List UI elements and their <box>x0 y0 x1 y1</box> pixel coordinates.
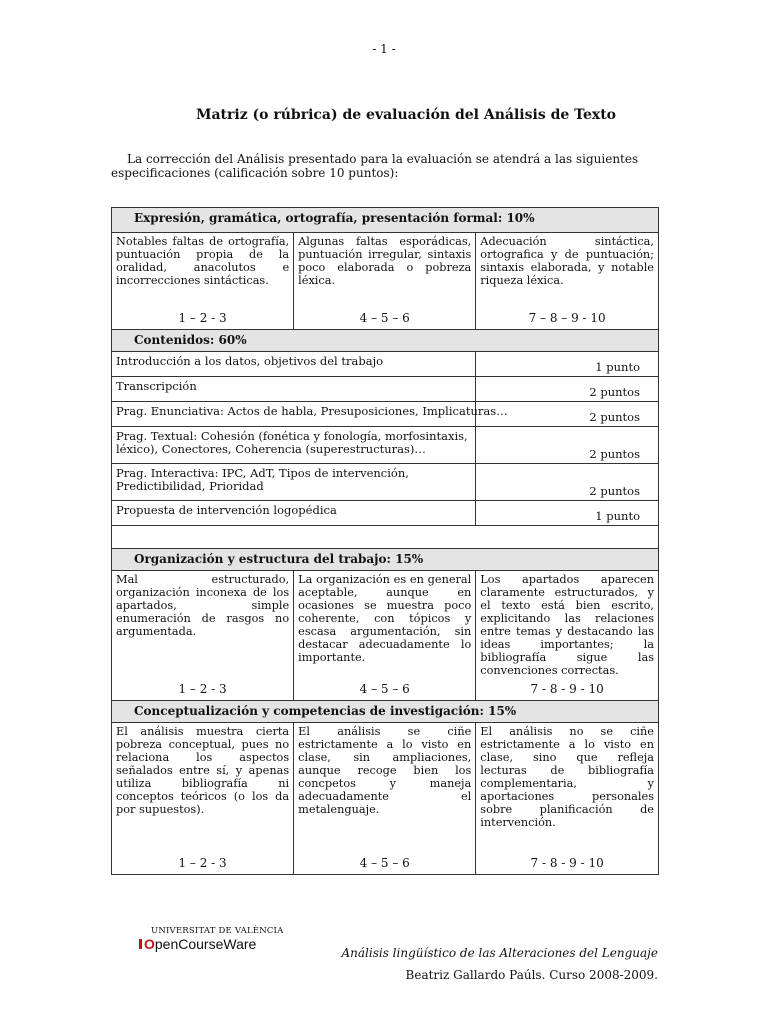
level-cell <box>476 233 659 330</box>
level-score: 7 – 8 – 9 - 10 <box>528 311 606 325</box>
level-cell <box>294 723 476 875</box>
ocw-text: penCourseWare <box>154 936 257 952</box>
level-description: Mal estructurado, organización inconexa de los apartados, simple enumeración de rasgos no argumentada. <box>116 573 290 638</box>
level-cell <box>476 571 659 701</box>
content-item <box>112 402 659 427</box>
ocw-o-letter: O <box>144 936 155 952</box>
content-item-label: Prag. Enunciativa: Actos de habla, Presuposiciones, Implicaturas… <box>112 402 476 427</box>
level-description: Los apartados aparecen claramente estructurados, y el texto está bien escrito, explicitando las relaciones entre temas y destacando las ideas importantes; la bibliografía sigue las convenciones correctas. <box>480 573 654 677</box>
level-score: 7 - 8 - 9 - 10 <box>530 682 604 696</box>
level-score: 1 – 2 - 3 <box>178 856 227 870</box>
level-description: La organización es en general aceptable, aunque en ocasiones se muestra poco coherente, con tópicos y escasa argumentación, sin destacar adecuadamente lo importante. <box>298 573 472 664</box>
content-item <box>112 352 659 377</box>
level-cell <box>476 723 659 875</box>
content-item-points: 2 puntos <box>476 464 659 501</box>
content-item <box>112 377 659 402</box>
content-item-points: 1 punto <box>476 352 659 377</box>
level-score: 1 – 2 - 3 <box>178 682 227 696</box>
content-item-points: 2 puntos <box>476 427 659 464</box>
level-description: El análisis se ciñe estrictamente a lo visto en clase, sin ampliaciones, aunque recoge bien los concpetos y maneja adecuadamente el metalenguaje. <box>298 725 472 816</box>
level-description: El análisis muestra cierta pobreza conceptual, pues no relaciona los aspectos señalados entre sí, y apenas utiliza bibliografía ni conceptos teóricos (o los da por supuestos). <box>116 725 290 816</box>
intro-line-2: especificaciones (calificación sobre 10 puntos): <box>111 166 399 180</box>
level-score: 4 – 5 – 6 <box>359 856 410 870</box>
university-name: UNIVERSITAT DE VALÈNCIA <box>151 926 284 936</box>
level-cell <box>112 723 294 875</box>
content-item-label: Introducción a los datos, objetivos del trabajo <box>112 352 476 377</box>
section-title: Organización y estructura del trabajo: 15% <box>112 549 659 571</box>
content-item-points: 2 puntos <box>476 377 659 402</box>
page-title: Matriz (o rúbrica) de evaluación del Análisis de Texto <box>195 107 617 123</box>
footer-author: Beatriz Gallardo Paúls. Curso 2008-2009. <box>405 968 658 982</box>
level-description: El análisis no se ciñe estrictamente a lo visto en clase, sino que refleja lecturas de bibliografía complementaria, y aportaciones personales sobre planificación de intervención. <box>480 725 654 829</box>
content-item-label: Propuesta de intervención logopédica <box>112 501 476 526</box>
level-description: Algunas faltas esporádicas, puntuación irregular, sintaxis poco elaborada o pobreza léxica. <box>298 235 472 287</box>
section-header-contenidos <box>112 330 659 352</box>
content-item-points: 2 puntos <box>476 402 659 427</box>
footer-course-title: Análisis lingüístico de las Alteraciones del Lenguaje <box>341 946 658 960</box>
section-header-expresion <box>112 208 659 233</box>
logo-bar-icon <box>139 939 142 949</box>
rubric-table <box>111 207 659 875</box>
level-score: 4 – 5 – 6 <box>359 682 410 696</box>
rubric-levels-row <box>112 723 659 875</box>
ocw-wordmark <box>139 936 283 952</box>
level-description: Adecuación sintáctica, ortografica y de puntuación; sintaxis elaborada, y notable riqueza léxica. <box>480 235 654 287</box>
rubric-levels-row <box>112 233 659 330</box>
level-cell <box>112 233 294 330</box>
section-header-conceptualizacion <box>112 701 659 723</box>
empty-cell <box>112 526 659 549</box>
section-title: Contenidos: 60% <box>112 330 659 352</box>
level-cell <box>294 571 476 701</box>
empty-row <box>112 526 659 549</box>
content-item-points: 1 punto <box>476 501 659 526</box>
content-item-label: Transcripción <box>112 377 476 402</box>
level-cell <box>112 571 294 701</box>
intro-line-1: La corrección del Análisis presentado para la evaluación se atendrá a las siguientes <box>127 152 639 166</box>
content-item <box>112 464 659 501</box>
section-title: Expresión, gramática, ortografía, presentación formal: 10% <box>112 208 659 233</box>
content-item <box>112 427 659 464</box>
content-item-label: Prag. Interactiva: IPC, AdT, Tipos de intervención, Predictibilidad, Prioridad <box>112 464 476 501</box>
page-number: - 1 - <box>372 42 396 56</box>
rubric-levels-row <box>112 571 659 701</box>
content-item <box>112 501 659 526</box>
opencourseware-logo <box>139 926 283 952</box>
content-item-label: Prag. Textual: Cohesión (fonética y fonología, morfosintaxis, léxico), Conectores, Coherencia (superestructuras)… <box>112 427 476 464</box>
level-description: Notables faltas de ortografía, puntuación propia de la oralidad, anacolutos e incorrecciones sintácticas. <box>116 235 290 287</box>
level-score: 1 – 2 - 3 <box>178 311 227 325</box>
level-cell <box>294 233 476 330</box>
level-score: 7 - 8 - 9 - 10 <box>530 856 604 870</box>
section-title: Conceptualización y competencias de investigación: 15% <box>112 701 659 723</box>
intro-paragraph <box>111 152 659 180</box>
section-header-organizacion <box>112 549 659 571</box>
level-score: 4 – 5 – 6 <box>359 311 410 325</box>
